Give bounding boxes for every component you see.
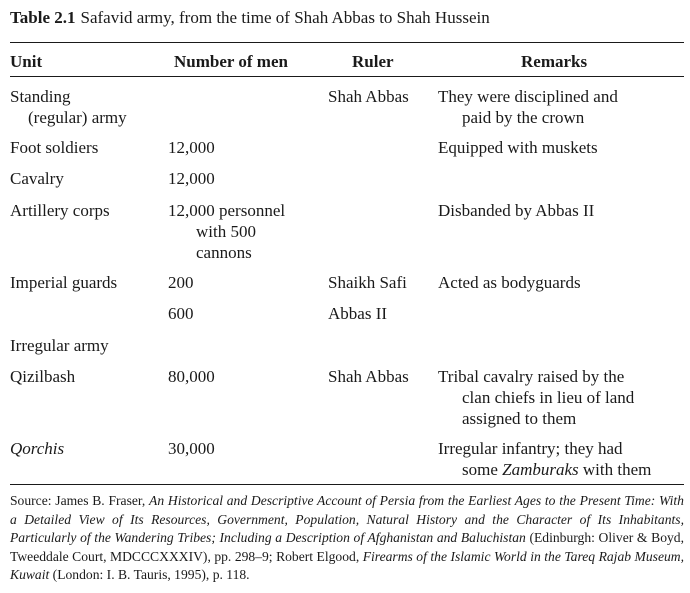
table-number: Table 2.1	[10, 8, 76, 27]
header-rule	[10, 76, 684, 77]
table-row-imperial-guards-number: 200	[168, 273, 194, 292]
table-row-imperial-guards-unit: Imperial guards	[10, 273, 118, 292]
table-row-irregular-army-unit: Irregular army	[10, 336, 109, 355]
remarks-line: Tribal cavalry raised by the	[438, 367, 625, 386]
header-ruler: Ruler	[352, 52, 394, 71]
header-remarks: Remarks	[521, 52, 588, 71]
unit-line: Standing	[10, 87, 71, 106]
number-line: 12,000 personnel	[168, 201, 286, 220]
table-title: Safavid army, from the time of Shah Abbas to Shah Hussein	[80, 8, 490, 27]
remarks-line: Irregular infantry; they had	[438, 439, 623, 458]
table-row-qizilbash-unit: Qizilbash	[10, 367, 76, 386]
table-row-artillery-remarks: Disbanded by Abbas II	[438, 201, 595, 220]
source-prefix: Source: James B. Fraser,	[10, 493, 150, 508]
bottom-rule	[10, 484, 684, 485]
table-row-artillery-unit: Artillery corps	[10, 201, 110, 220]
table-row-foot-soldiers-number: 12,000	[168, 138, 215, 157]
table-row-standing-army-remarks	[438, 86, 618, 128]
remarks-text: with them	[578, 460, 652, 479]
source-title-elgood: Firearms of the Islamic World in the Tareq Rajab Museum, Kuwait	[10, 548, 684, 583]
document-page	[10, 0, 686, 593]
remarks-line: paid by the crown	[462, 108, 585, 127]
unit-line: (regular) army	[28, 108, 127, 127]
table-row-qizilbash-remarks	[438, 366, 634, 429]
table-row-imperial-guards-ruler: Shaikh Safi	[328, 273, 407, 292]
table-caption	[10, 7, 490, 29]
table-row-artillery-number	[168, 200, 285, 263]
table-row-cavalry-unit: Cavalry	[10, 169, 64, 188]
remarks-text: some	[462, 460, 503, 479]
table-row-abbas-ii-number: 600	[168, 304, 194, 323]
source-title-fraser: An Historical and Descriptive Account of Persia from the Earliest Ages to the Present Time: With a Detailed View of Its Resources, Government, Population, Natural History and the Character of Its Inhabitants, Particularly of the Wandering Tribes; Including a Description of Afghanistan and Baluchistan	[10, 493, 684, 546]
table-row-foot-soldiers-remarks: Equipped with muskets	[438, 138, 598, 157]
source-note	[10, 492, 684, 585]
header-unit: Unit	[10, 52, 43, 71]
table-row-imperial-guards-remarks: Acted as bodyguards	[438, 273, 581, 292]
table-row-qizilbash-ruler: Shah Abbas	[328, 367, 409, 386]
top-rule	[10, 42, 684, 43]
remarks-line: assigned to them	[462, 409, 577, 428]
table-row-foot-soldiers-unit: Foot soldiers	[10, 138, 99, 157]
table-row-qorchis-remarks	[438, 438, 651, 480]
header-number-of-men: Number of men	[174, 52, 288, 71]
remarks-italic-term: Zamburaks	[502, 460, 579, 479]
remarks-line: clan chiefs in lieu of land	[462, 388, 635, 407]
table-row-qorchis-number: 30,000	[168, 439, 215, 458]
source-mid: (Edinburgh: Oliver & Boyd, Tweeddale Court, MDCCCXXXIV), pp. 298–9; Robert Elgood,	[10, 530, 684, 564]
table-row-qorchis-unit: Qorchis	[10, 439, 65, 458]
source-suffix: (London: I. B. Tauris, 1995), p. 118.	[49, 567, 250, 583]
number-line: cannons	[196, 243, 252, 262]
table-row-abbas-ii-ruler: Abbas II	[328, 304, 388, 323]
remarks-line: They were disciplined and	[438, 87, 618, 106]
table-row-cavalry-number: 12,000	[168, 169, 215, 188]
table-row-standing-army-ruler: Shah Abbas	[328, 87, 409, 106]
table-row-standing-army-unit	[10, 86, 127, 128]
number-line: with 500	[196, 222, 256, 241]
table-row-qizilbash-number: 80,000	[168, 367, 215, 386]
remarks-line	[438, 459, 651, 480]
